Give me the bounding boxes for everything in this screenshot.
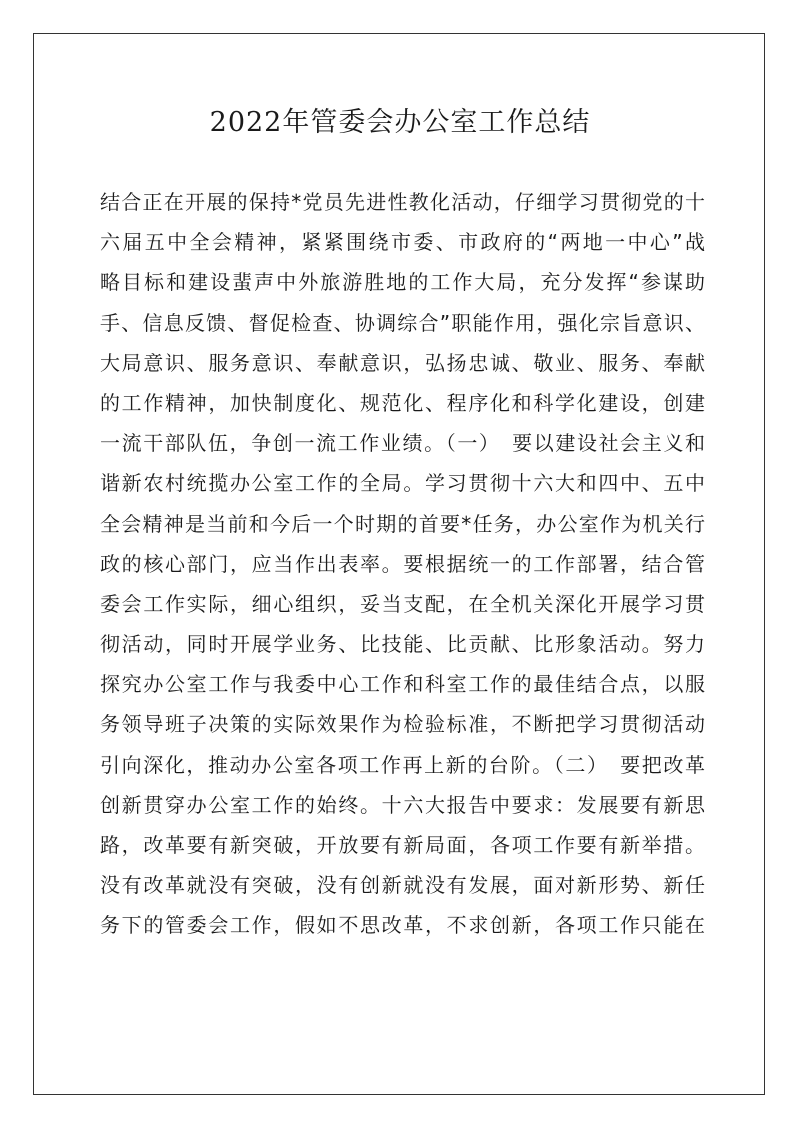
body-line: 路，改革要有新突破，开放要有新局面，各项工作要有新举措。 (100, 833, 705, 857)
body-line: 略目标和建设蜚声中外旅游胜地的工作大局，充分发挥“参谋助 (100, 270, 705, 295)
body-line: 全会精神是当前和今后一个时期的首要*任务，办公室作为机关行 (100, 511, 705, 536)
body-line: 引向深化，推动办公室各项工作再上新的台阶。（二） 要把改革 (100, 752, 705, 777)
body-line: 结合正在开展的保持*党员先进性教化活动，仔细学习贯彻党的十 (100, 190, 705, 214)
body-line: 彻活动，同时开展学业务、比技能、比贡献、比形象活动。努力 (100, 632, 705, 657)
body-line: 务下的管委会工作，假如不思改革，不求创新，各项工作只能在 (100, 913, 705, 938)
document-body (100, 182, 705, 946)
body-line: 没有改革就没有突破，没有创新就没有发展，面对新形势、新任 (100, 873, 705, 898)
body-line: 一流干部队伍，争创一流工作业绩。（一） 要以建设社会主义和 (100, 431, 705, 456)
body-line: 政的核心部门，应当作出表率。要根据统一的工作部署，结合管 (100, 551, 705, 576)
body-line: 谐新农村统揽办公室工作的全局。学习贯彻十六大和四中、五中 (100, 471, 705, 496)
body-line: 手、信息反馈、督促检查、协调综合”职能作用，强化宗旨意识、 (100, 310, 705, 335)
body-line: 探究办公室工作与我委中心工作和科室工作的最佳结合点，以服 (100, 672, 705, 697)
body-line: 务领导班子决策的实际效果作为检验标准，不断把学习贯彻活动 (100, 712, 705, 737)
document-title: 2022年管委会办公室工作总结 (209, 107, 591, 138)
body-line: 大局意识、服务意识、奉献意识，弘扬忠诚、敬业、服务、奉献 (100, 350, 705, 375)
body-line: 委会工作实际，细心组织，妥当支配，在全机关深化开展学习贯 (100, 591, 705, 616)
body-line: 六届五中全会精神，紧紧围绕市委、市政府的“两地一中心”战 (100, 230, 705, 255)
body-line: 创新贯穿办公室工作的始终。十六大报告中要求：发展要有新思 (100, 792, 705, 817)
body-line: 的工作精神，加快制度化、规范化、程序化和科学化建设，创建 (100, 390, 705, 415)
